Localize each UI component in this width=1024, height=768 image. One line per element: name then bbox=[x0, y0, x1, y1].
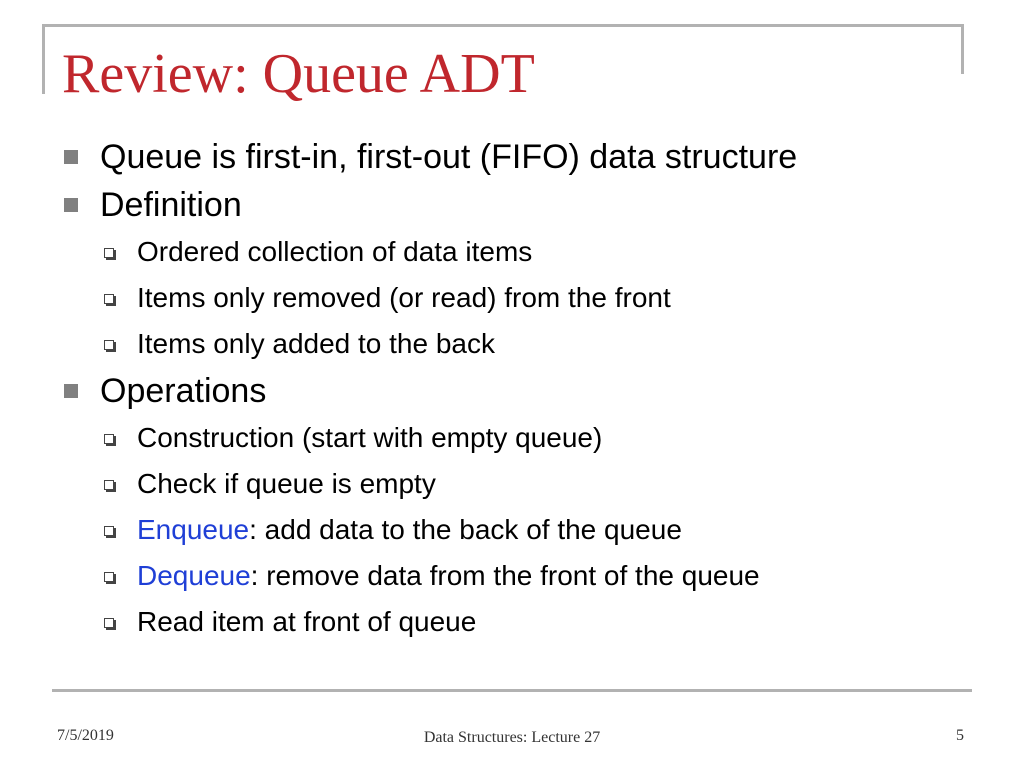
subbullet-text: Construction (start with empty queue) bbox=[137, 422, 603, 453]
footer-divider bbox=[52, 689, 972, 692]
definition-sublist bbox=[62, 229, 797, 367]
bullet-definition-text: Definition bbox=[100, 186, 242, 224]
hollow-square-bullet-icon bbox=[104, 340, 114, 350]
frame-left-line bbox=[42, 24, 45, 94]
operations-subitems bbox=[62, 415, 797, 645]
subbullet-read-front bbox=[62, 599, 797, 645]
subbullet-removed-front bbox=[62, 275, 797, 321]
frame-top-line bbox=[42, 24, 964, 27]
subbullet-added-back bbox=[62, 321, 797, 367]
subbullet-check-empty bbox=[62, 461, 797, 507]
hollow-square-bullet-icon bbox=[104, 526, 114, 536]
square-bullet-icon bbox=[64, 198, 78, 212]
subbullet-text: : add data to the back of the queue bbox=[249, 514, 682, 545]
bullet-fifo bbox=[62, 133, 797, 181]
subbullet-text: : remove data from the front of the queue bbox=[250, 560, 760, 591]
term-enqueue: Enqueue bbox=[137, 514, 250, 545]
subbullet-text: Ordered collection of data items bbox=[137, 236, 533, 267]
square-bullet-icon bbox=[64, 384, 78, 398]
square-bullet-icon bbox=[64, 150, 78, 164]
subbullet-text: Check if queue is empty bbox=[137, 468, 436, 499]
hollow-square-bullet-icon bbox=[104, 248, 114, 258]
subbullet-enqueue bbox=[62, 507, 797, 553]
bullet-list bbox=[62, 133, 797, 645]
footer-title: Data Structures: Lecture 27 bbox=[423, 729, 601, 746]
bullet-operations-text: Operations bbox=[100, 372, 267, 410]
bullet-fifo-text: Queue is first-in, first-out (FIFO) data structure bbox=[100, 138, 798, 176]
term-dequeue: Dequeue bbox=[137, 560, 251, 591]
hollow-square-bullet-icon bbox=[104, 572, 114, 582]
hollow-square-bullet-icon bbox=[104, 294, 114, 304]
subbullet-text: Items only added to the back bbox=[137, 328, 495, 359]
operations-sublist bbox=[62, 415, 797, 645]
slide-title: Review: Queue ADT bbox=[62, 43, 535, 105]
subbullet-ordered-collection bbox=[62, 229, 797, 275]
subbullet-dequeue bbox=[62, 553, 797, 599]
footer-date: 7/5/2019 bbox=[57, 727, 114, 744]
hollow-square-bullet-icon bbox=[104, 434, 114, 444]
subbullet-text: Read item at front of queue bbox=[137, 606, 477, 637]
hollow-square-bullet-icon bbox=[104, 480, 114, 490]
frame-right-line bbox=[961, 24, 964, 74]
bullet-definition bbox=[62, 181, 797, 229]
subbullet-text: Items only removed (or read) from the front bbox=[137, 282, 671, 313]
hollow-square-bullet-icon bbox=[104, 618, 114, 628]
definition-subitems bbox=[62, 229, 797, 367]
slide-number: 5 bbox=[956, 727, 964, 744]
subbullet-construction bbox=[62, 415, 797, 461]
bullet-operations bbox=[62, 367, 797, 415]
